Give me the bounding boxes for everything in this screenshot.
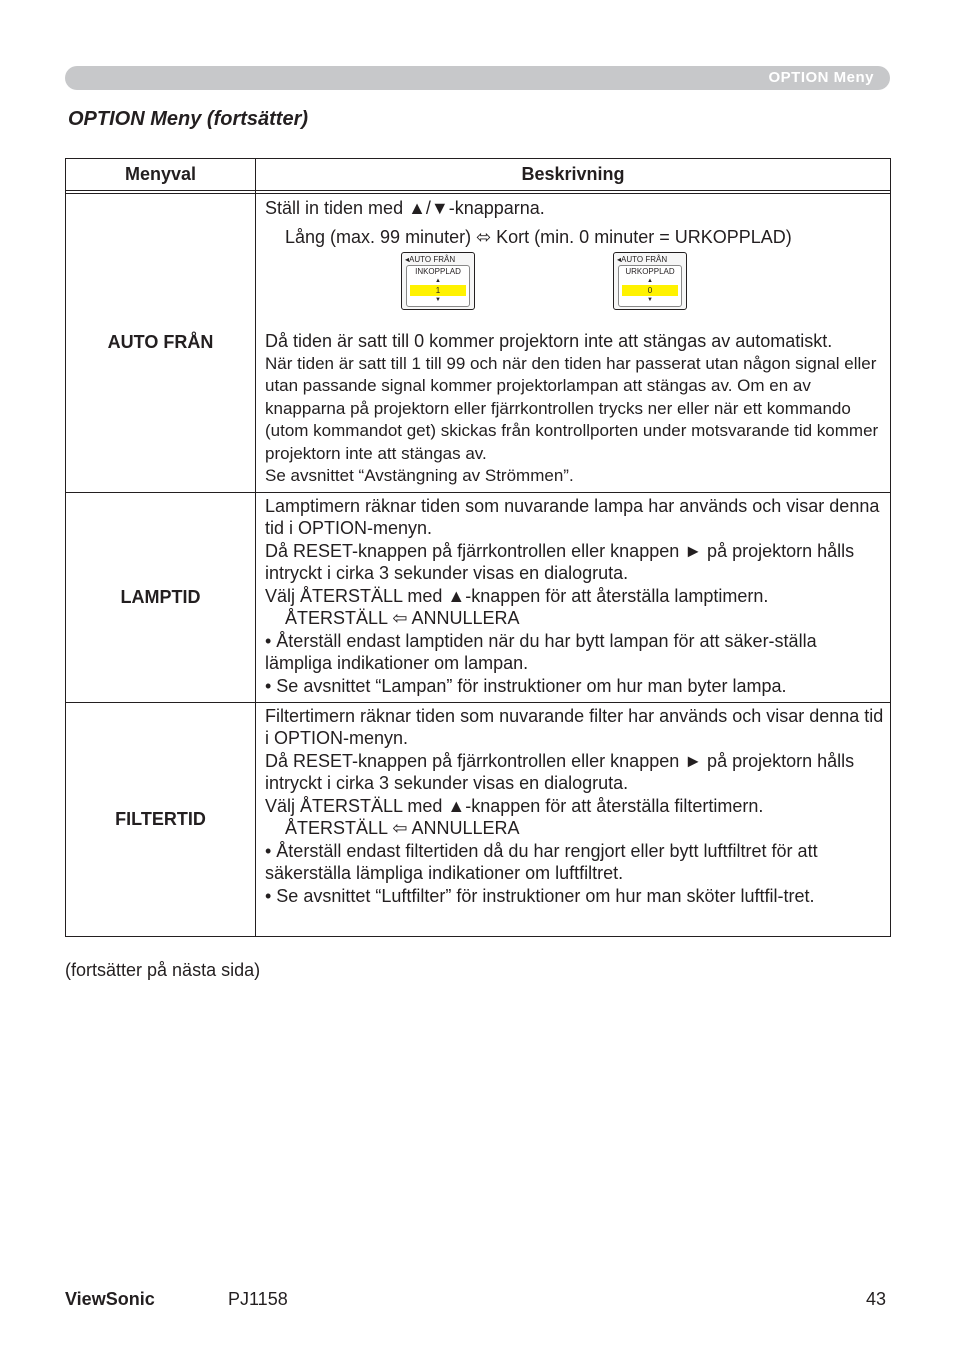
description-filter-time	[256, 702, 891, 936]
caret-left-icon: ◂	[405, 255, 410, 264]
arrow-down-icon: ▼	[647, 297, 653, 303]
continue-note: (fortsätter på nästa sida)	[65, 960, 261, 980]
osd-value: 1	[410, 285, 466, 296]
table-header-row	[66, 159, 891, 191]
arrow-down-icon: ▼	[435, 297, 441, 303]
osd-label: URKOPPLAD	[625, 267, 675, 276]
footer-brand: ViewSonic	[65, 1289, 155, 1309]
lamp-time-note: • Återställ endast lamptiden när du har bytt lampan för att säker-ställa lämpliga indikationer om lampan.	[265, 630, 817, 673]
footer-model: PJ1158	[228, 1289, 288, 1309]
auto-off-reference: Se avsnittet “Avstängning av Strömmen”.	[265, 466, 574, 485]
menu-item-filter-time: FILTERTID	[66, 702, 256, 936]
table-row	[66, 702, 891, 936]
menu-item-auto-off: AUTO FRÅN	[66, 194, 256, 493]
header-label: OPTION Meny	[768, 69, 874, 86]
osd-title: AUTO FRÅN	[621, 255, 668, 264]
lamp-time-text: Då RESET-knappen på fjärrkontrollen eller knappen ► på projektorn hålls intryckt i cirka 3 sekunder visas en dialogruta.	[265, 540, 855, 583]
osd-label: INKOPPLAD	[415, 267, 461, 276]
filter-time-text: Filtertimern räknar tiden som nuvarande filter har används och visar denna tid i OPTION-menyn.	[265, 705, 884, 748]
auto-off-instruction: Ställ in tiden med ▲/▼-knapparna.	[265, 198, 545, 218]
osd-value: 0	[622, 285, 678, 296]
osd-examples	[265, 252, 884, 330]
page-number: 43	[866, 1289, 887, 1309]
auto-off-range: Lång (max. 99 minuter) ⬄ Kort (min. 0 minuter = URKOPPLAD)	[285, 226, 792, 247]
column-header-description: Beskrivning	[256, 159, 891, 191]
caret-left-icon: ◂	[617, 255, 622, 264]
filter-time-note: • Återställ endast filtertiden då du har rengjort eller bytt luftfiltret för att säkerställa lämpliga indikationer om luftfiltret.	[265, 840, 818, 883]
auto-off-details: När tiden är satt till 1 till 99 och när den tiden har passerat utan någon signal eller utan passande signal kommer projektorlampan att stängas av. Om en av knapparna på projektorn eller fjärrkontrollen trycks ner eller när ett kommando (utom kommandot get) skickas från kontrollporten under motsvarande tid kommer projektorn inte att stängas av.	[265, 353, 879, 463]
table-row	[66, 194, 891, 493]
lamp-time-reference: • Se avsnittet “Lampan” för instruktioner om hur man byter lampa.	[265, 675, 787, 696]
arrow-up-icon: ▲	[647, 278, 653, 284]
lamp-reset-dialog: ÅTERSTÄLL ⇦ ANNULLERA	[285, 608, 520, 628]
lamp-time-text: Välj ÅTERSTÄLL med ▲-knappen för att återställa lamptimern.	[265, 585, 769, 606]
arrow-up-icon: ▲	[435, 278, 441, 284]
table-row	[66, 492, 891, 702]
auto-off-zero-note: Då tiden är satt till 0 kommer projektorn inte att stängas av automatiskt.	[265, 331, 833, 351]
filter-reset-dialog: ÅTERSTÄLL ⇦ ANNULLERA	[285, 818, 520, 838]
menu-item-lamp-time: LAMPTID	[66, 492, 256, 702]
filter-time-reference: • Se avsnittet “Luftfilter” för instruktioner om hur man sköter luftfil-tret.	[265, 885, 815, 906]
option-menu-table	[65, 158, 891, 937]
osd-auto-off-off	[613, 252, 687, 310]
osd-auto-off-on	[401, 252, 475, 310]
description-lamp-time	[256, 492, 891, 702]
lamp-time-text: Lamptimern räknar tiden som nuvarande lampa har används och visar denna tid i OPTION-menyn.	[265, 495, 880, 538]
filter-time-text: Välj ÅTERSTÄLL med ▲-knappen för att återställa filtertimern.	[265, 795, 764, 816]
osd-title: AUTO FRÅN	[409, 255, 456, 264]
header-bar	[65, 66, 890, 90]
column-header-menu-item: Menyval	[66, 159, 256, 191]
section-title: OPTION Meny (fortsätter)	[68, 108, 309, 130]
description-auto-off	[256, 194, 891, 493]
filter-time-text: Då RESET-knappen på fjärrkontrollen eller knappen ► på projektorn hålls intryckt i cirka 3 sekunder visas en dialogruta.	[265, 750, 855, 793]
